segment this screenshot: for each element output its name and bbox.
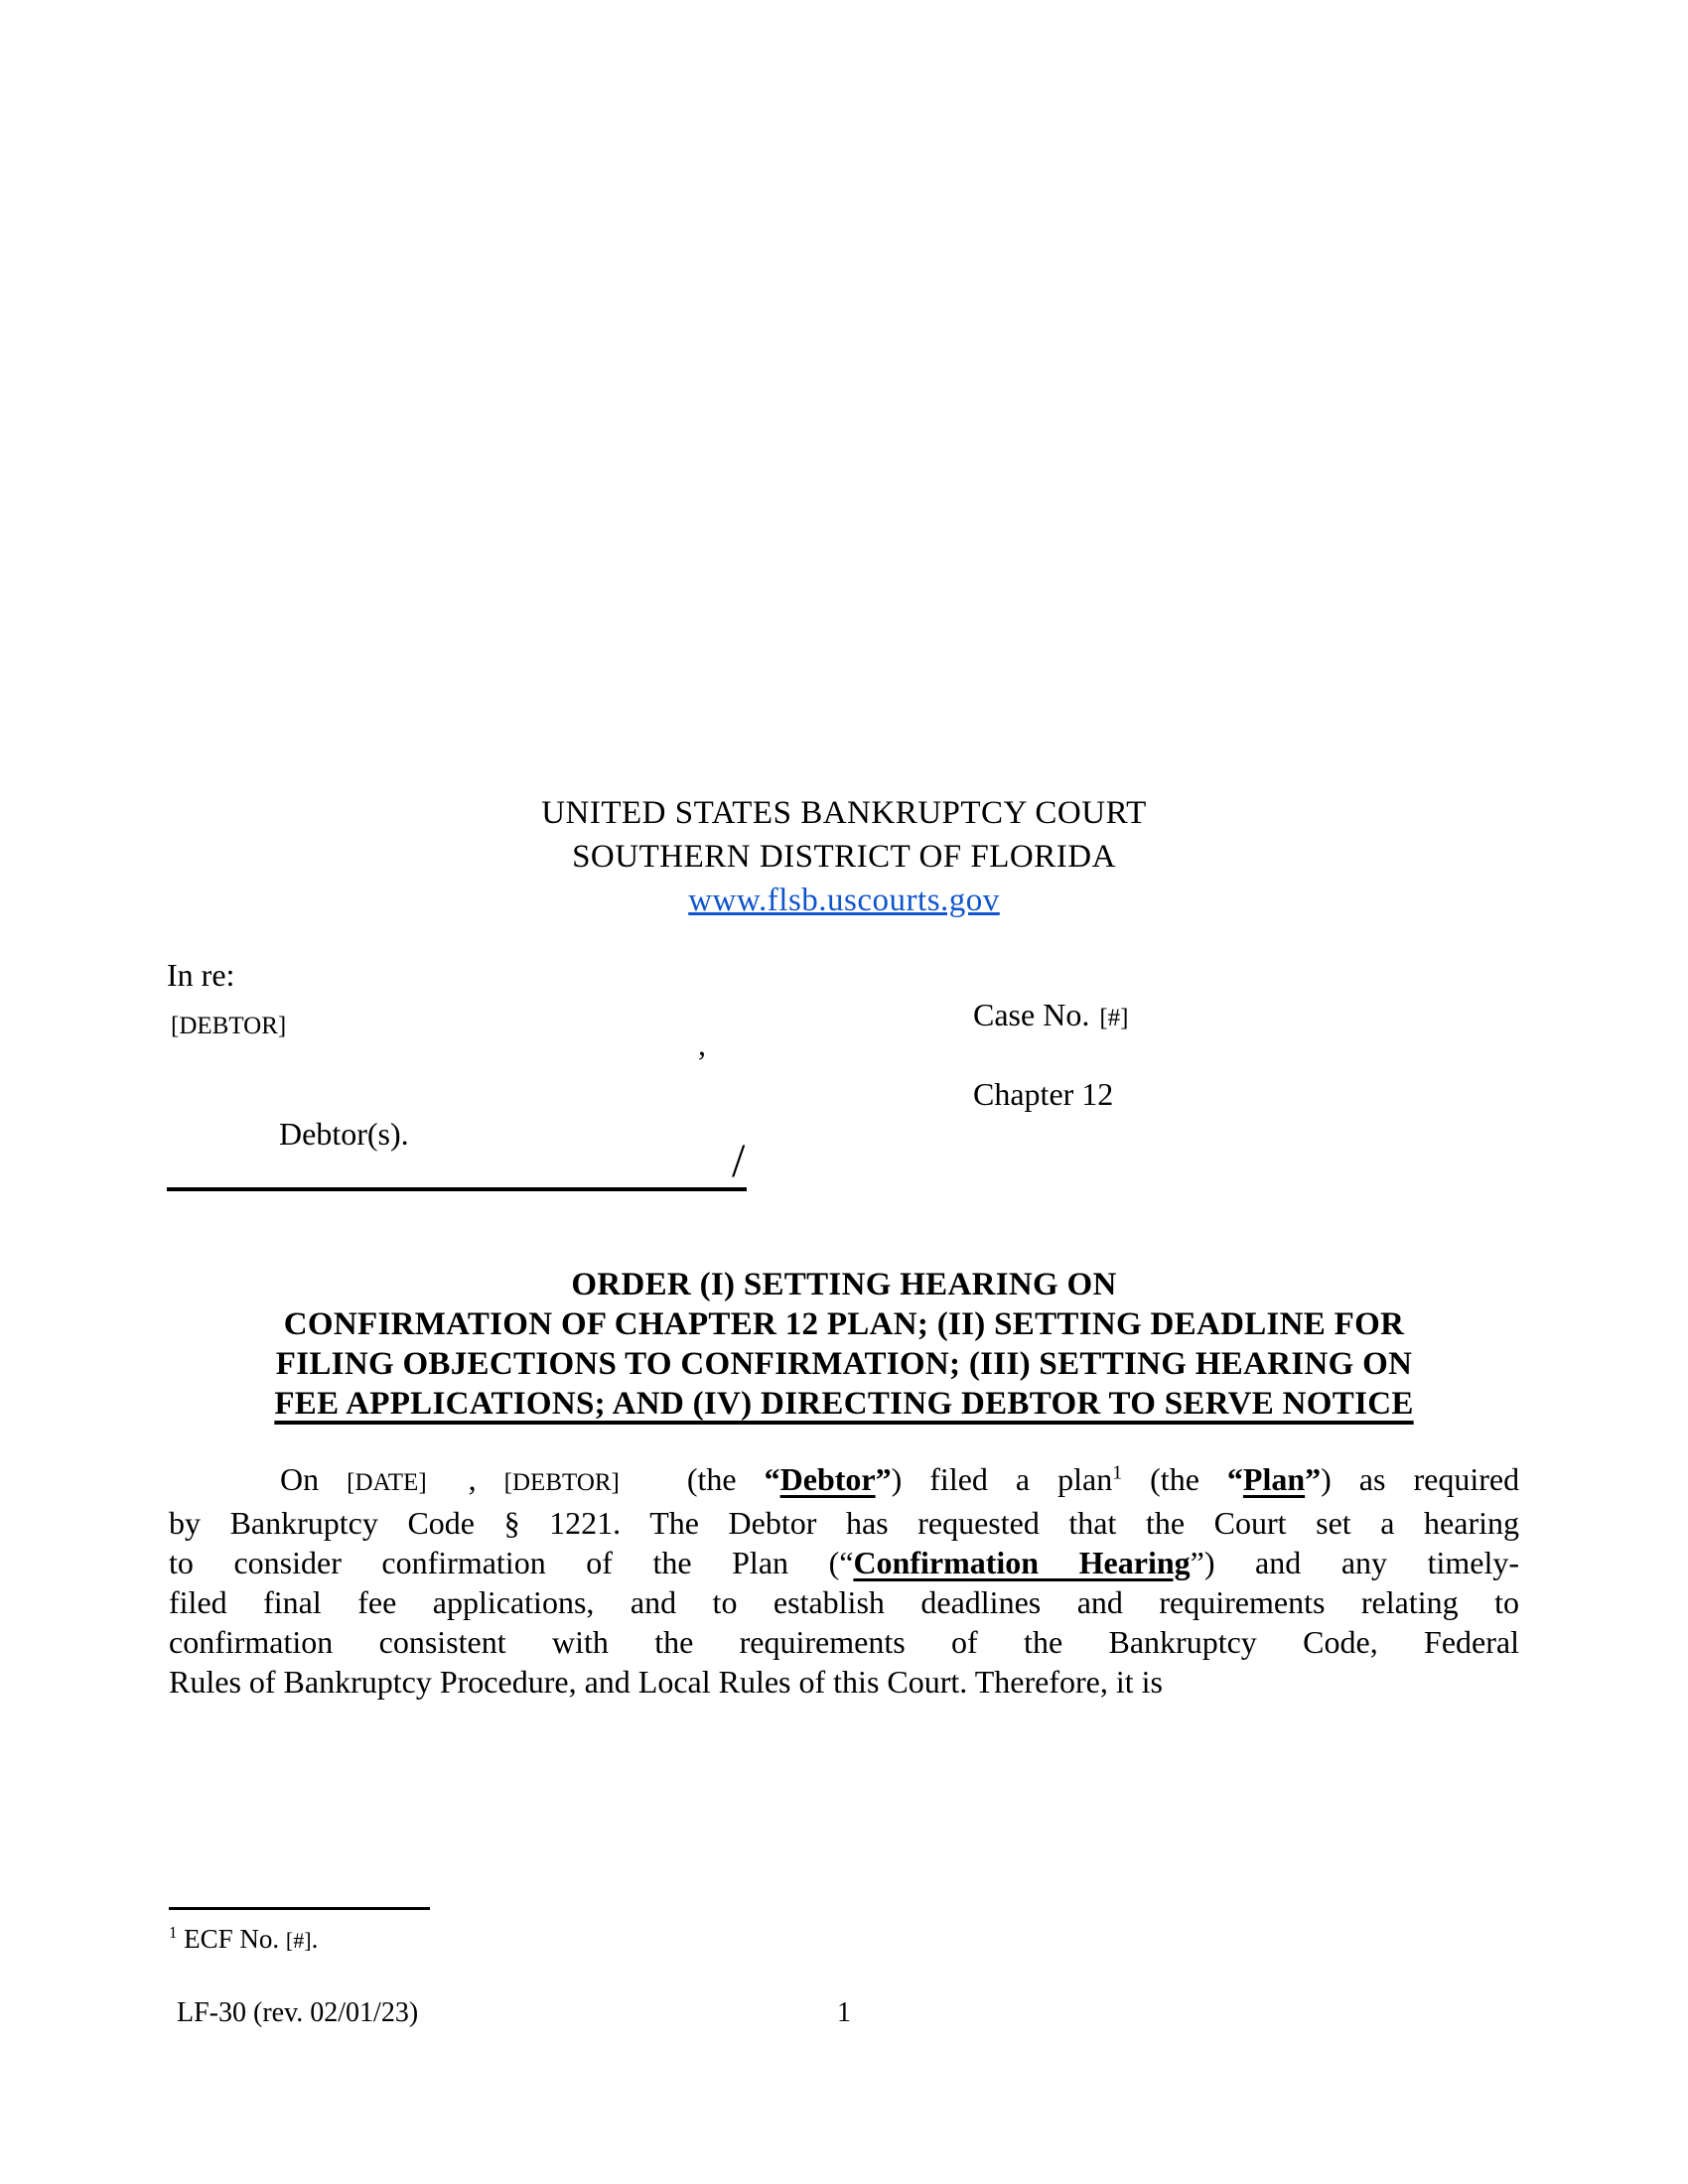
body-line xyxy=(169,1459,1519,1503)
footnote-ref: 1 xyxy=(169,1923,178,1942)
body-text: by Bankruptcy Code § 1221. The Debtor has requested that the Court set a hearing xyxy=(169,1505,1519,1541)
in-re-label: In re: xyxy=(167,957,235,993)
body-line xyxy=(169,1582,1519,1622)
body-line xyxy=(169,1622,1519,1662)
body-text: (the xyxy=(1122,1461,1227,1497)
body-text: “ xyxy=(764,1461,780,1497)
field-placeholder: [DATE] xyxy=(347,1469,427,1496)
debtors-label: Debtor(s). xyxy=(279,1116,409,1152)
body-text: On xyxy=(280,1461,348,1497)
page-number: 1 xyxy=(837,1997,851,2028)
body-text: ) filed a plan xyxy=(891,1461,1113,1497)
title-line-3: FILING OBJECTIONS TO CONFIRMATION; (III) SETTING HEARING ON xyxy=(275,1346,1413,1382)
caption-divider xyxy=(167,1187,747,1191)
body-text: 1 xyxy=(1112,1461,1123,1484)
body-text: , xyxy=(468,1461,504,1497)
case-number-placeholder: [#] xyxy=(1099,1005,1129,1031)
body-line xyxy=(169,1503,1519,1543)
footnote-text: ECF No. xyxy=(177,1924,286,1954)
caption-comma: , xyxy=(698,1026,706,1062)
body-text: “ xyxy=(1226,1461,1243,1497)
footnote-value-placeholder: [#] xyxy=(285,1928,312,1953)
body-text: confirmation consistent with the requirements of the Bankruptcy Code, Federal xyxy=(169,1624,1519,1660)
body-text: (the xyxy=(658,1461,765,1497)
order-body xyxy=(169,1459,1519,1702)
case-number-label: Case No. xyxy=(973,997,1090,1032)
court-header xyxy=(0,791,1688,922)
debtor-name-placeholder: [DEBTOR] xyxy=(171,1013,287,1039)
body-text: ” xyxy=(875,1461,892,1497)
body-text: filed final fee applications, and to establish deadlines and requirements relating to xyxy=(169,1584,1519,1620)
case-number xyxy=(973,997,1128,1033)
title-line-1: ORDER (I) SETTING HEARING ON xyxy=(571,1267,1117,1302)
body-text: Rules of Bankruptcy Procedure, and Local Rules of this Court. Therefore, it is xyxy=(169,1664,1163,1700)
court-website-link[interactable]: www.flsb.uscourts.gov xyxy=(688,883,1000,918)
body-text: ) as required xyxy=(1321,1461,1520,1497)
body-line xyxy=(169,1543,1519,1582)
caption-slash: / xyxy=(732,1135,746,1187)
body-text: to consider confirmation of the Plan (“ xyxy=(169,1545,854,1580)
body-line xyxy=(169,1662,1519,1702)
body-text: ” xyxy=(1305,1461,1322,1497)
body-text: ”) and any timely- xyxy=(1190,1545,1520,1580)
district-name: SOUTHERN DISTRICT OF FLORIDA xyxy=(572,839,1116,875)
court-name: UNITED STATES BANKRUPTCY COURT xyxy=(541,795,1147,831)
footnote-divider xyxy=(169,1907,430,1910)
chapter-label: Chapter 12 xyxy=(973,1076,1114,1112)
title-line-2: CONFIRMATION OF CHAPTER 12 PLAN; (II) SETTING DEADLINE FOR xyxy=(283,1306,1405,1342)
form-number: LF-30 (rev. 02/01/23) xyxy=(177,1997,419,2028)
body-text: Debtor xyxy=(779,1461,876,1497)
footnote-period: . xyxy=(311,1924,319,1954)
order-title xyxy=(169,1265,1519,1424)
footnote xyxy=(169,1924,318,1955)
body-text: Plan xyxy=(1242,1461,1306,1497)
court-website-row xyxy=(0,879,1688,922)
title-line-4: FEE APPLICATIONS; AND (IV) DIRECTING DEBTOR TO SERVE NOTICE xyxy=(274,1386,1414,1422)
field-placeholder: [DEBTOR] xyxy=(503,1469,620,1496)
body-text: Confirmation Hearing xyxy=(853,1545,1191,1580)
